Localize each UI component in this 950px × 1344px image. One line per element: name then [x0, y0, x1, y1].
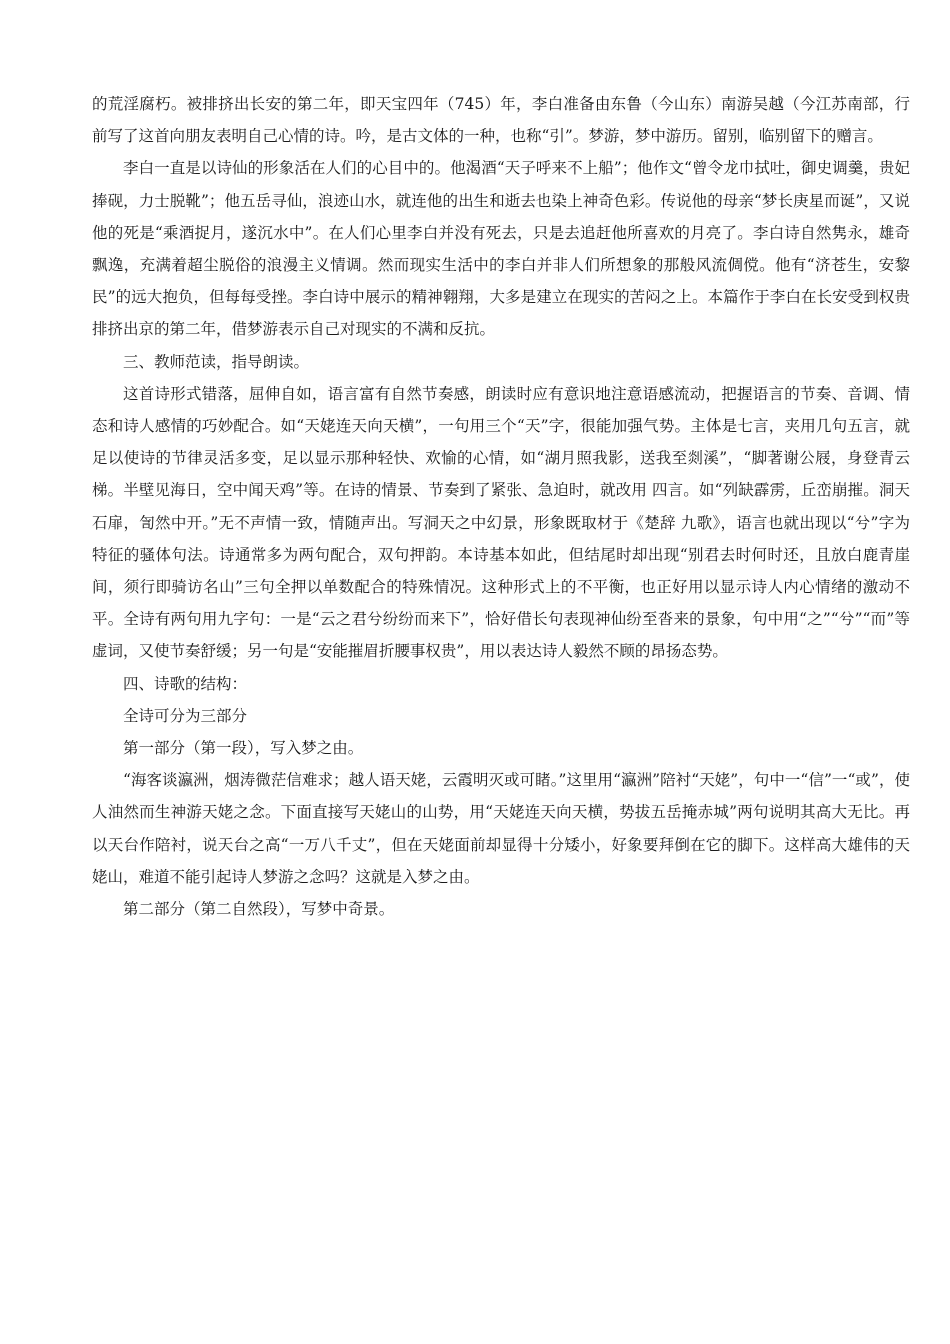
paragraph-three-parts: 全诗可分为三部分	[123, 706, 248, 725]
paragraph-part-one-analysis: “海客谈瀛洲，烟涛微茫信难求；越人语天姥，云霞明灭或可睹。”这里用“瀛洲”陪衬“天姥”，句中一“信”一“或”，使人油然而生神游天姥之念。下面直接写天姥山的山势，用“天姥连天向天横，势拔五岳掩赤城”两句说明其高大无比。再以天台作陪衬，说天台之高“一万八千丈”，但在天姥面前却显得十分矮小，好象要拜倒在它的脚下。这样高大雄伟的天姥山，难道不能引起诗人梦游之念吗？这就是入梦之由。	[92, 771, 910, 886]
paragraph-part-two-heading: 第二部分（第二自然段），写梦中奇景。	[123, 900, 395, 919]
paragraph-li-bai-image: 李白一直是以诗仙的形象活在人们的心目中的。他渴酒“天子呼来不上船”；他作文“曾令龙巾拭吐，御史调羹，贵妃捧砚，力士脱靴”；他五岳寻仙，浪迹山水，就连他的出生和逝去也染上神奇色彩。传说他的母亲“梦长庚星而诞”，又说他的死是“乘酒捉月，遂沉水中”。在人们心里李白并没有死去，只是去追赶他所喜欢的月亮了。李白诗自然隽永，雄奇飘逸，充满着超尘脱俗的浪漫主义情调。然而现实生活中的李白并非人们所想象的那般风流倜傥。他有“济苍生，安黎民”的远大抱负，但每每受挫。李白诗中展示的精神翱翔，大多是建立在现实的苦闷之上。本篇作于李白在长安受到权贵排挤出京的第二年，借梦游表示自己对现实的不满和反抗。	[92, 159, 910, 339]
section-heading-structure: 四、诗歌的结构：	[123, 674, 248, 693]
paragraph-intro-continuation: 的荒淫腐朽。被排挤出长安的第二年，即天宝四年（745）年，李白准备由东鲁（今山东）南游吴越（今江苏南部，行前写了这首向朋友表明自己心情的诗。吟，是古文体的一种，也称“引”。梦游，梦中游历。留别，临别留下的赠言。	[92, 95, 910, 146]
document-page	[92, 88, 910, 925]
section-heading-reading: 三、教师范读，指导朗读。	[123, 352, 310, 371]
paragraph-part-one-heading: 第一部分（第一段），写入梦之由。	[123, 739, 364, 758]
paragraph-reading-guidance: 这首诗形式错落，屈伸自如，语言富有自然节奏感，朗读时应有意识地注意语感流动，把握语言的节奏、音调、情态和诗人感情的巧妙配合。如“天姥连天向天横”，一句用三个“天”字，很能加强气势。主体是七言，夹用几句五言，就足以使诗的节律灵活多变，足以显示那种轻快、欢愉的心情，如“湖月照我影，送我至剡溪”，“脚著谢公屐，身登青云梯。半壁见海日，空中闻天鸡”等。在诗的情景、节奏到了紧张、急迫时，就改用 四言。如“列缺霹雳，丘峦崩摧。洞天石扉，訇然中开。”无不声情一致，情随声出。写洞天之中幻景，形象既取材于《楚辞 九歌》，语言也就出现以“兮”字为特征的骚体句法。诗通常多为两句配合，双句押韵。本诗基本如此，但结尾时却出现“别君去时何时还，且放白鹿青崖间，须行即骑访名山”三句全押以单数配合的特殊情况。这种形式上的不平衡，也正好用以显示诗人内心情绪的激动不平。全诗有两句用九字句：一是“云之君兮纷纷而来下”，恰好借长句表现神仙纷至沓来的景象，句中用“之”“兮”“而”等虚词，又使节奏舒缓；另一句是“安能摧眉折腰事权贵”，用以表达诗人毅然不顾的昂扬态势。	[92, 384, 910, 661]
